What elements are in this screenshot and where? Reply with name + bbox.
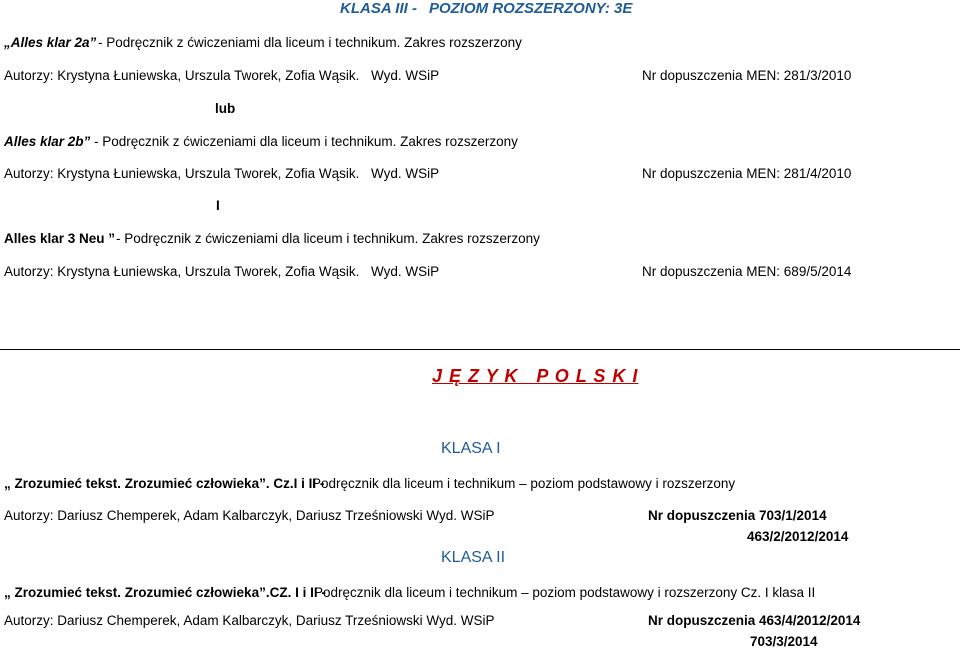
book1-title: „Alles klar 2a” bbox=[4, 35, 97, 50]
klasa-i-label: KLASA I bbox=[441, 440, 501, 457]
klasa-i-men: Nr dopuszczenia 703/1/2014 bbox=[648, 508, 827, 523]
book3-desc: - Podręcznik z ćwiczeniami dla liceum i technikum. Zakres rozszerzony bbox=[116, 231, 540, 246]
klasa-ii-men-2: 703/3/2014 bbox=[750, 634, 818, 649]
book2-desc: - Podręcznik z ćwiczeniami dla liceum i technikum. Zakres rozszerzony bbox=[94, 134, 518, 149]
klasa-ii-men: Nr dopuszczenia 463/4/2012/2014 bbox=[648, 613, 861, 628]
book1-authors: Autorzy: Krystyna Łuniewska, Urszula Tworek, Zofia Wąsik. bbox=[4, 68, 360, 83]
klasa-i-authors: Autorzy: Dariusz Chemperek, Adam Kalbarczyk, Dariusz Trześniowski Wyd. WSiP bbox=[4, 508, 495, 523]
book1-desc: - Podręcznik z ćwiczeniami dla liceum i technikum. Zakres rozszerzony bbox=[98, 35, 522, 50]
klasa-i-book-desc: Podręcznik dla liceum i technikum – poziom podstawowy i rozszerzony bbox=[312, 476, 736, 491]
or-separator-1: lub bbox=[215, 101, 236, 116]
klasa-ii-label: KLASA II bbox=[441, 549, 506, 566]
klasa-ii-authors: Autorzy: Dariusz Chemperek, Adam Kalbarczyk, Dariusz Trześniowski Wyd. WSiP bbox=[4, 613, 495, 628]
book3-authors: Autorzy: Krystyna Łuniewska, Urszula Tworek, Zofia Wąsik. bbox=[4, 264, 360, 279]
klasa-ii-book-title: „ Zrozumieć tekst. Zrozumieć człowieka”.CZ. I i II - bbox=[4, 585, 326, 600]
book2-publisher: Wyd. WSiP bbox=[371, 166, 440, 181]
book1-publisher: Wyd. WSiP bbox=[371, 68, 440, 83]
book3-men: Nr dopuszczenia MEN: 689/5/2014 bbox=[642, 264, 852, 279]
klasa-i-men-2: 463/2/2012/2014 bbox=[747, 529, 849, 544]
book2-authors: Autorzy: Krystyna Łuniewska, Urszula Tworek, Zofia Wąsik. bbox=[4, 166, 360, 181]
class-title: KLASA III - bbox=[340, 0, 417, 17]
book2-title: Alles klar 2b” bbox=[4, 134, 91, 149]
level-title: POZIOM ROZSZERZONY: 3E bbox=[429, 0, 633, 17]
or-separator-2: I bbox=[216, 198, 220, 213]
book1-men: Nr dopuszczenia MEN: 281/3/2010 bbox=[642, 68, 852, 83]
book3-title: Alles klar 3 Neu ” bbox=[4, 231, 116, 246]
klasa-i-book-title: „ Zrozumieć tekst. Zrozumieć człowieka”. Cz.I i II - bbox=[4, 476, 325, 491]
book3-publisher: Wyd. WSiP bbox=[371, 264, 440, 279]
klasa-ii-book-desc: Podręcznik dla liceum i technikum – poziom podstawowy i rozszerzony Cz. I klasa II bbox=[314, 585, 816, 600]
book2-men: Nr dopuszczenia MEN: 281/4/2010 bbox=[642, 166, 852, 181]
polish-section-heading: J Ę Z Y K P O L S K I bbox=[432, 366, 639, 386]
section-divider bbox=[0, 349, 960, 350]
